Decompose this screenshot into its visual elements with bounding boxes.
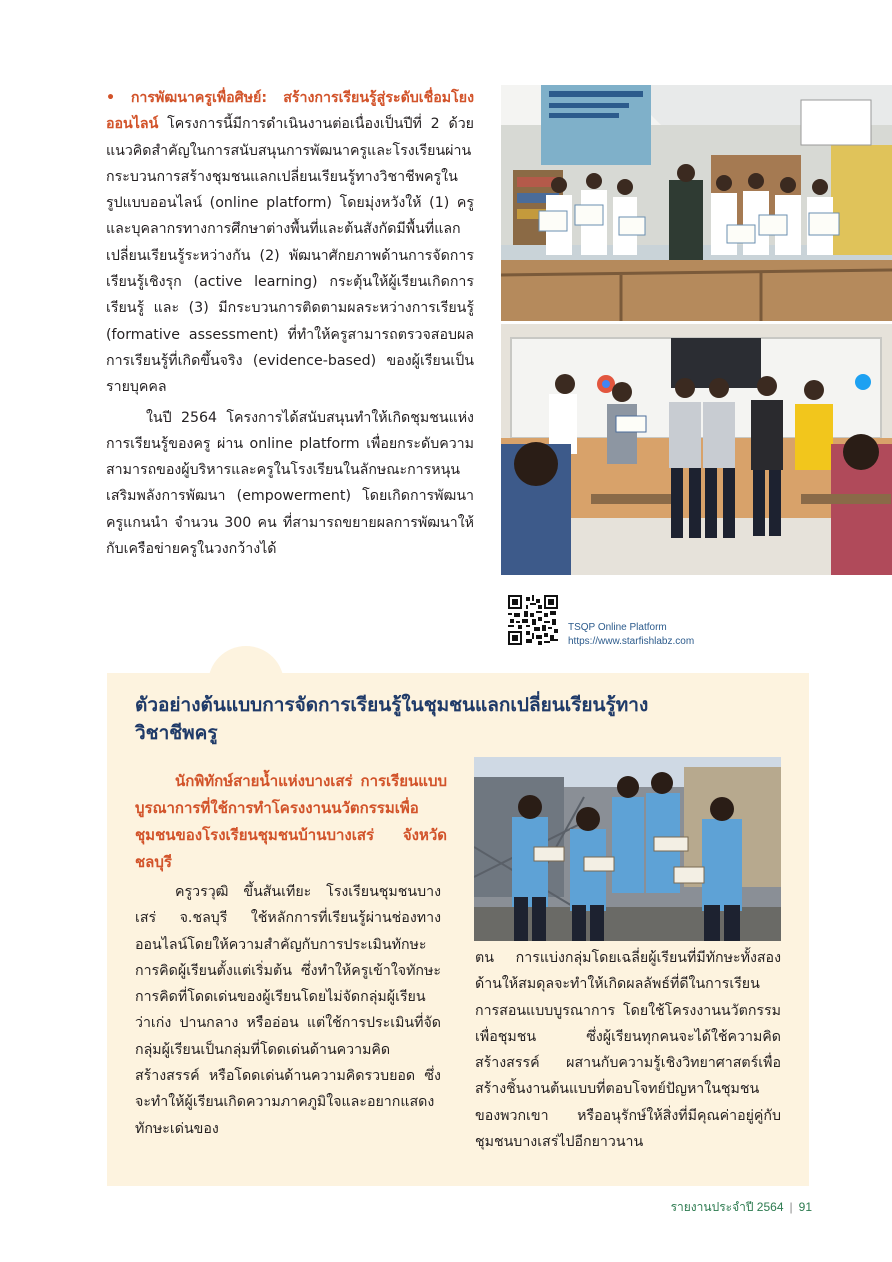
box-subheading: นักพิทักษ์สายน้ำแห่งบางเสร่ การเรียนแบบบูรณาการที่ใช้การทำโครงงานนวัตกรรมเพื่อชุมชนของโรงเรียนชุมชนบ้านบางเสร่ จังหวัดชลบุรี bbox=[135, 772, 447, 871]
section1-paragraph2: ในปี 2564 โครงการได้สนับสนุนทำให้เกิดชุมชนแห่งการเรียนรู้ของครู ผ่าน online platform เพื่อยกระดับความสามารถของผู้บริหารและครูในโรงเรียนในลักษณะการหนุนเสริมพลังการพัฒนา (empowerment) โดยเกิดการพัฒนาครูแกนนำ จำนวน 300 คน ที่สามารถขยายผลการพัฒนาให้กับเครือข่ายครูในวงกว้างได้ bbox=[106, 409, 474, 558]
section1-heading: การพัฒนาครูเพื่อศิษย์: สร้างการเรียนรู้สู่ระดับเชื่อมโยงออนไลน์ bbox=[106, 90, 474, 133]
page-number: 91 bbox=[798, 1200, 812, 1214]
top-text-column bbox=[106, 85, 474, 562]
box-body-left: ครูวรวุฒิ ขึ้นสันเทียะ โรงเรียนชุมชนบางเสร่ จ.ชลบุรี ใช้หลักการที่เรียนรู้ผ่านช่องทางออนไลน์โดยให้ความสำคัญกับการประเมินทักษะการคิดผู้เรียนตั้งแต่เริ่มต้น ซึ่งทำให้ครูเข้าใจทักษะการคิดที่โดดเด่นของผู้เรียนโดยไม่จัดกลุ่มผู้เรียนว่าเก่ง ปานกลาง หรืออ่อน แต่ใช้การประเมินที่จัดกลุ่มผู้เรียนเป็นกลุ่มที่โดดเด่นด้านความคิดสร้างสรรค์ หรือโดดเด่นด้านความคิดรวบยอด ซึ่งจะทำให้ผู้เรียนเกิดความภาคภูมิใจและอยากแสดงทักษะเด่นของ bbox=[135, 884, 441, 1137]
photo-classroom-certificates bbox=[501, 85, 892, 321]
footer-separator: | bbox=[789, 1200, 793, 1214]
section1-paragraph1 bbox=[106, 85, 474, 401]
qr-caption-url[interactable]: https://www.starfishlabz.com bbox=[568, 636, 695, 647]
box-body-right: ตน การแบ่งกลุ่มโดยเฉลี่ยผู้เรียนที่มีทักษะทั้งสองด้านให้สมดุลจะทำให้เกิดผลลัพธ์ที่ดีในการเรียนการสอนแบบบูรณาการ โดยใช้โครงงานนวัตกรรมเพื่อชุมชน ซึ่งผู้เรียนทุกคนจะได้ใช้ความคิดสร้างสรรค์ ผสานกับความรู้เชิงวิทยาศาสตร์เพื่อสร้างชิ้นงานต้นแบบที่ตอบโจทย์ปัญหาในชุมชนของพวกเขา หรืออนุรักษ์ให้สิ่งที่มีคุณค่าอยู่คู่กับชุมชนบางเสร่ไปอีกยาวนาน bbox=[475, 950, 781, 1151]
page-footer bbox=[671, 1198, 812, 1217]
box-title: ตัวอย่างต้นแบบการจัดการเรียนรู้ในชุมชนแลกเปลี่ยนเรียนรู้ทางวิชาชีพครู bbox=[135, 694, 649, 744]
section1-body1: โครงการนี้มีการดำเนินงานต่อเนื่องเป็นปีที่ 2 ด้วยแนวคิดสำคัญในการสนับสนุนการพัฒนาครูและโรงเรียนผ่านกระบวนการสร้างชุมชนแลกเปลี่ยนเรียนรู้ทางวิชาชีพครูในรูปแบบออนไลน์ (online platform) โดยมุ่งหวังให้ (1) ครูและบุคลากรทางการศึกษาต่างพื้นที่และต้นสังกัดมีพื้นที่แลกเปลี่ยนเรียนรู้ระหว่างกัน (2) พัฒนาศักยภาพด้านการจัดการเรียนรู้เชิงรุก (active learning) กระตุ้นให้ผู้เรียนเกิดการเรียนรู้ และ (3) มีกระบวนการติดตามผลระหว่างการเรียนรู้ (formative assessment) ที่ทำให้ครูสามารถตรวจสอบผลการเรียนรู้ที่เกิดขึ้นจริง (evidence-based) ของผู้เรียนเป็นรายบุคคล bbox=[106, 116, 474, 396]
footer-report-label: รายงานประจำปี 2564 bbox=[670, 1200, 784, 1214]
bullet: • bbox=[106, 90, 116, 106]
photo-students-reading bbox=[474, 757, 781, 941]
photo-students-presenting bbox=[501, 324, 892, 575]
qr-code-icon[interactable] bbox=[508, 595, 558, 645]
example-box bbox=[107, 673, 809, 1186]
qr-caption bbox=[568, 621, 768, 649]
qr-caption-title: TSQP Online Platform bbox=[568, 622, 667, 633]
